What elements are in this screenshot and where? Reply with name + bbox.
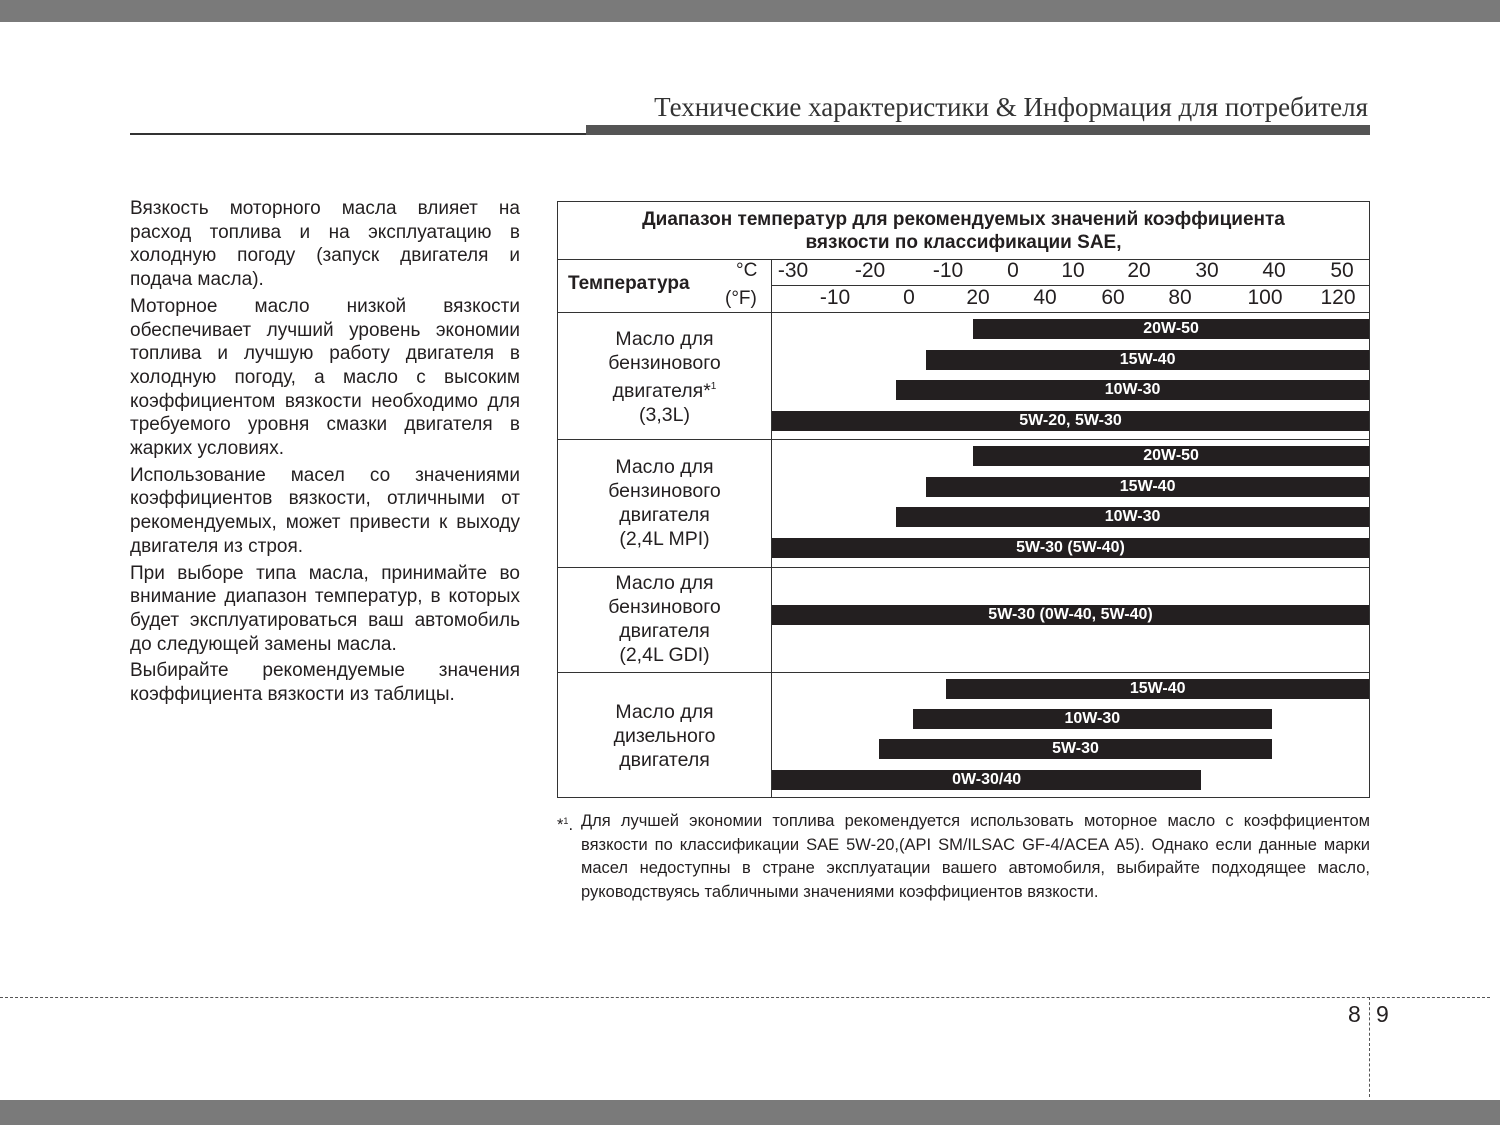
- table-title-line-1: Диапазон температур для рекомендуемых значений коэффициента: [642, 208, 1285, 230]
- table-column-rule: [771, 259, 772, 797]
- oil-bar-5w-30-0w-40-5w-40: 5W-30 (0W-40, 5W-40): [772, 605, 1369, 625]
- oil-bar-5w-30-5w-40: 5W-30 (5W-40): [772, 538, 1369, 558]
- paragraph-viscosity-effect: Вязкость моторного масла влияет на расход топлива и на эксплуатацию в холодную погоду (запуск двигателя и подача масла).: [130, 198, 520, 291]
- fahrenheit-tick: 80: [1168, 286, 1192, 309]
- page-number-chapter: 8: [1348, 1001, 1361, 1027]
- oil-bar-20w-50: 20W-50: [973, 446, 1369, 466]
- footnote: [557, 810, 1370, 905]
- oil-bar-5w-20-5w-30: 5W-20, 5W-30: [772, 411, 1369, 431]
- header-rule-thick: [586, 125, 1370, 135]
- paragraph-wrong-viscosity: Использование масел со значениями коэффициентов вязкости, отличными от рекомендуемых, может привести к выходу двигателя из строя.: [130, 464, 520, 557]
- page-number-page: 9: [1376, 1001, 1389, 1027]
- top-band: [0, 0, 1500, 22]
- table-rule: [558, 439, 1369, 440]
- page-divider-dashed: [0, 997, 1490, 998]
- celsius-tick: 40: [1262, 259, 1286, 282]
- celsius-tick: 50: [1330, 259, 1354, 282]
- footnote-marker: 1: [710, 381, 717, 392]
- celsius-tick: 30: [1195, 259, 1219, 282]
- fahrenheit-tick: 60: [1101, 286, 1125, 309]
- oil-bar-5w-30: 5W-30: [879, 739, 1271, 759]
- footnote-mark: *$^1$.: [557, 816, 574, 834]
- oil-bar-20w-50: 20W-50: [973, 319, 1369, 339]
- fahrenheit-unit: (°F): [725, 288, 757, 309]
- celsius-tick: -30: [777, 259, 809, 282]
- section-title: Технические характеристики & Информация для потребителя: [654, 92, 1368, 122]
- celsius-tick: -20: [854, 259, 886, 282]
- table-title-line-2: вязкости по классификации SAE,: [805, 231, 1122, 253]
- page-gutter-dashed: [1369, 997, 1370, 1097]
- oil-bar-0w-30-40: 0W-30/40: [772, 770, 1201, 790]
- fahrenheit-tick: -10: [819, 286, 851, 309]
- oil-bar-10w-30: 10W-30: [896, 380, 1369, 400]
- group-label-gasoline-2-4l-gdi: Масло для бензинового двигателя (2,4L GDI): [608, 572, 721, 666]
- group-label-gasoline-3-3l: Масло для бензинового двигателя*$^1$ (3,3L): [608, 328, 721, 426]
- fahrenheit-tick: 100: [1247, 286, 1283, 309]
- table-rule: [558, 312, 1369, 313]
- oil-bar-15w-40: 15W-40: [926, 477, 1369, 497]
- table-rule: [558, 672, 1369, 673]
- table-rule: [558, 567, 1369, 568]
- oil-bar-15w-40: 15W-40: [926, 350, 1369, 370]
- footnote-text: Для лучшей экономии топлива рекомендуется использовать моторное масло с коэффициентом вязкости по классификации SAE 5W-20,(API SM/ILSAC GF-4/ACEA A5). Однако если данные марки масел недоступны в стране эксплуатации вашего автомобиля, выбирайте подходящее масло, руководствуясь табличными значениями коэффициентов вязкости.: [581, 812, 1370, 902]
- oil-viscosity-table: [557, 201, 1370, 798]
- header-rule-thin: [130, 133, 590, 135]
- group-label-gasoline-2-4l-mpi: Масло для бензинового двигателя (2,4L MPI): [608, 456, 721, 550]
- fahrenheit-tick: 40: [1033, 286, 1057, 309]
- body-text: [130, 197, 520, 710]
- table-title: [558, 202, 1369, 259]
- bottom-band: [0, 1100, 1500, 1125]
- celsius-tick: 20: [1127, 259, 1151, 282]
- celsius-unit: °C: [736, 260, 758, 281]
- fahrenheit-tick: 120: [1320, 286, 1356, 309]
- fahrenheit-tick: 0: [903, 286, 915, 309]
- paragraph-low-viscosity: Моторное масло низкой вязкости обеспечивает лучший уровень экономии топлива и лучшую работу двигателя в холодную погоду, а масло с высоким коэффициентом вязкости необходимо для требуемого уровня смазки двигателя в жарких условиях.: [130, 295, 520, 460]
- oil-bar-10w-30: 10W-30: [913, 709, 1272, 729]
- paragraph-temperature-range: При выборе типа масла, принимайте во внимание диапазон температур, в которых будет эксплуатироваться ваш автомобиль до следующей замены масла.: [130, 562, 520, 655]
- oil-bar-15w-40: 15W-40: [946, 679, 1369, 699]
- temperature-label: Температура: [568, 273, 690, 294]
- fahrenheit-tick: 20: [966, 286, 990, 309]
- group-label-diesel: Масло для дизельного двигателя: [613, 701, 716, 771]
- celsius-tick: 0: [1007, 259, 1019, 282]
- paragraph-choose-from-table: Выбирайте рекомендуемые значения коэффициента вязкости из таблицы.: [130, 660, 520, 706]
- oil-bar-10w-30: 10W-30: [896, 507, 1369, 527]
- celsius-tick: -10: [932, 259, 964, 282]
- celsius-tick: 10: [1061, 259, 1085, 282]
- table-rule: [558, 259, 1369, 260]
